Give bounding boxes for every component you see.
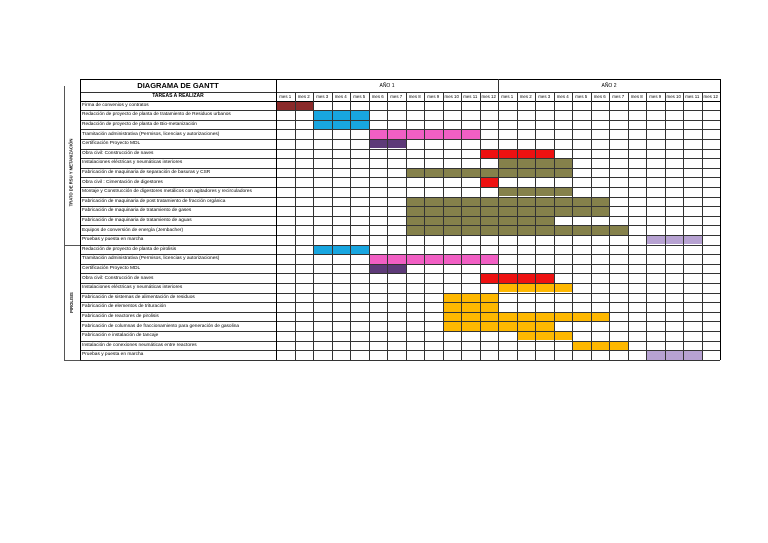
grid-line (350, 92, 351, 360)
task-name: Fabricación de maquinaria de separación de basuras y CSR (82, 169, 211, 175)
month-header: mes 10 (444, 93, 459, 99)
grid-line (80, 129, 720, 130)
grid-line (80, 254, 720, 255)
task-name: Instalaciones eléctricas y neumáticas interiores (82, 160, 183, 166)
month-header: mes 9 (427, 93, 440, 99)
month-header: mes 11 (463, 93, 478, 99)
month-header: mes 10 (666, 93, 681, 99)
task-name: Fabricación de maquinaria de tratamiento de aguas (82, 217, 192, 223)
task-name: Fabricación de elementos de trituración (82, 304, 166, 310)
grid-line (80, 360, 720, 361)
task-bar (313, 245, 369, 254)
grid-line (665, 92, 666, 360)
task-bar (443, 312, 610, 321)
month-header: mes 1 (279, 93, 292, 99)
task-name: Pruebas y puesta en marcha (82, 352, 144, 358)
grid-line (80, 293, 720, 294)
grid-line (80, 110, 720, 111)
grid-line (80, 283, 720, 284)
month-header: mes 7 (612, 93, 625, 99)
month-header: mes 12 (481, 93, 496, 99)
task-name: Redacción de proyecto de planta de tratamiento de Residuos urbanos (82, 112, 231, 118)
grid-line (295, 92, 296, 360)
grid-line (572, 92, 573, 360)
grid-line (80, 225, 720, 226)
section-label (64, 101, 78, 245)
month-header: mes 5 (575, 93, 588, 99)
task-bar (406, 197, 610, 206)
task-bar (646, 351, 702, 360)
task-name: Obra civil: Construcción de naves (82, 275, 154, 281)
month-header: mes 8 (408, 93, 421, 99)
grid-line (702, 92, 703, 360)
month-header: mes 4 (334, 93, 347, 99)
task-name: Fabricación de sistemas de alimentación de residuos (82, 294, 195, 300)
task-bar (443, 303, 499, 312)
section-label (64, 245, 78, 360)
grid-line (480, 92, 481, 360)
grid-line (80, 92, 720, 93)
task-bar (572, 341, 628, 350)
month-header: mes 3 (316, 93, 329, 99)
grid-line (369, 92, 370, 360)
task-name: Instalación de conexiones neumáticas entre reactores (82, 342, 197, 348)
task-name: Fabricación de maquinaria de post tratamiento de fracción orgánica (82, 198, 226, 204)
month-header: mes 5 (353, 93, 366, 99)
month-header: mes 6 (593, 93, 606, 99)
month-header: mes 6 (371, 93, 384, 99)
task-name: Redacción de proyecto de planta de pirolisis (82, 246, 177, 252)
grid-line (554, 92, 555, 360)
grid-line (80, 79, 81, 360)
month-header: mes 1 (501, 93, 514, 99)
grid-line (517, 92, 518, 360)
task-name: Fabricación e instalación de tancaje (82, 333, 159, 339)
chart-title: DIAGRAMA DE GANTT (137, 81, 219, 90)
year-1-header: AÑO 1 (379, 82, 395, 89)
grid-line (80, 235, 720, 236)
month-header: mes 7 (390, 93, 403, 99)
task-name: Fabricación de maquinaria de tratamiento de gases (82, 208, 192, 214)
task-bar (406, 207, 610, 216)
grid-line (80, 177, 720, 178)
task-name: Fabricación de columnas de fraccionamiento para generación de gasolina (82, 323, 240, 329)
grid-line (80, 245, 720, 246)
month-header: mes 3 (538, 93, 551, 99)
year-2-header: AÑO 2 (601, 82, 617, 89)
task-name: Certificación Proyecto MDL (82, 141, 141, 147)
task-bar (646, 235, 702, 244)
grid-line (443, 92, 444, 360)
grid-line (80, 187, 720, 188)
grid-line (80, 149, 720, 150)
task-bar (443, 293, 499, 302)
grid-line (80, 341, 720, 342)
grid-line (80, 120, 720, 121)
grid-line (64, 245, 80, 246)
grid-line (535, 92, 536, 360)
task-bar (406, 168, 573, 177)
grid-line (498, 79, 499, 360)
grid-line (609, 92, 610, 360)
grid-line (591, 92, 592, 360)
grid-line (80, 264, 720, 265)
task-name: Fabricación de reactores de pirolisis (82, 313, 159, 319)
grid-line (332, 92, 333, 360)
grid-line (80, 158, 720, 159)
grid-line (80, 331, 720, 332)
task-name: Tramitación administrativa (Permisos, licencias y autorizaciones) (82, 256, 220, 262)
task-bar (517, 331, 573, 340)
grid-line (406, 92, 407, 360)
task-name: Redacción de proyecto de planta de Bio-metanización (82, 121, 197, 127)
task-bar (480, 178, 499, 187)
section-label-text: TRATO DE RSU Y METANIZACIÓN (68, 138, 74, 207)
grid-line (80, 197, 720, 198)
task-bar (313, 111, 369, 120)
grid-line (80, 79, 720, 80)
grid-line (80, 350, 720, 351)
month-header: mes 8 (630, 93, 643, 99)
grid-line (720, 79, 721, 360)
task-name: Tramitación administrativa (Permisos, licencias y autorizaciones) (82, 131, 220, 137)
section-label-text: PIROLISIS (68, 291, 74, 313)
grid-line (80, 321, 720, 322)
task-bar (313, 120, 369, 129)
grid-line (387, 92, 388, 360)
month-header: mes 12 (703, 93, 718, 99)
task-name: Instalaciones eléctricas y neumáticas interiores (82, 285, 183, 291)
month-header: mes 4 (556, 93, 569, 99)
task-name: Montaje y Construcción de digestores metálicos con agitadores y recirculadores (82, 189, 252, 195)
grid-line (424, 92, 425, 360)
grid-line (80, 139, 720, 140)
grid-line (313, 92, 314, 360)
task-name: Obra civil: Construcción de naves (82, 150, 154, 156)
grid-line (80, 312, 720, 313)
month-header: mes 2 (519, 93, 532, 99)
task-name: Firma de convenios y contratos (82, 102, 149, 108)
grid-line (683, 92, 684, 360)
month-header: mes 11 (685, 93, 700, 99)
grid-line (80, 216, 720, 217)
grid-line (80, 273, 720, 274)
grid-line (80, 302, 720, 303)
grid-line (64, 360, 80, 361)
task-name: Pruebas y puesta en marcha (82, 237, 144, 243)
task-name: Certificación Proyecto MDL (82, 265, 141, 271)
month-header: mes 2 (297, 93, 310, 99)
task-name: Equipos de conversión de energía (Jembacher) (82, 227, 184, 233)
grid-line (646, 92, 647, 360)
grid-line (628, 92, 629, 360)
grid-line (461, 92, 462, 360)
tasks-header: TAREAS A REALIZAR (152, 93, 204, 100)
grid-line (80, 101, 720, 102)
grid-line (276, 79, 277, 360)
month-header: mes 9 (649, 93, 662, 99)
grid-line (80, 168, 720, 169)
task-name: Obra civil : Cimentación de digestores (82, 179, 163, 185)
grid-line (80, 206, 720, 207)
grid-line (64, 86, 65, 360)
